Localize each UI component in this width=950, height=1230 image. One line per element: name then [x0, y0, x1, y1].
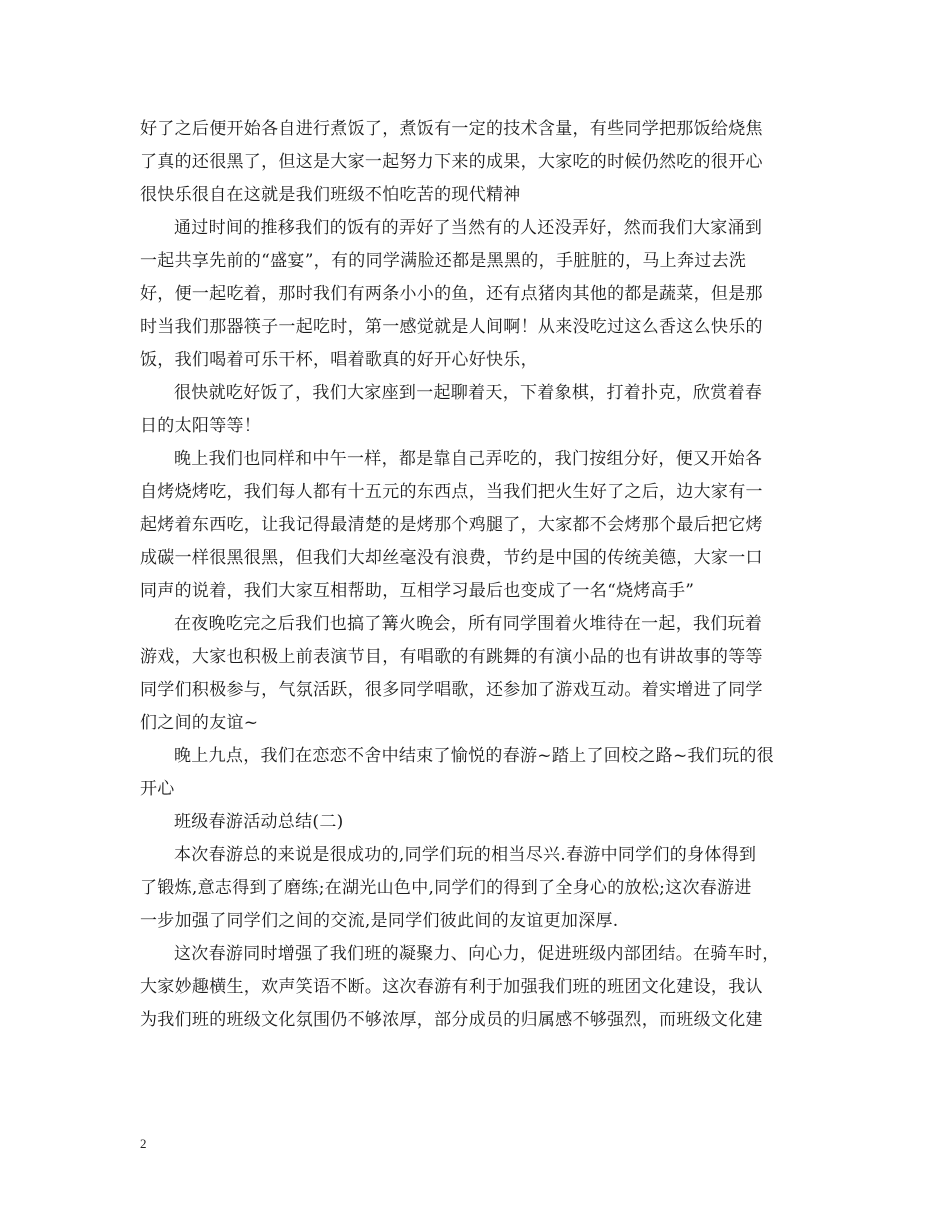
text-line: 通过时间的推移我们的饭有的弄好了当然有的人还没弄好，然而我们大家涌到 — [174, 218, 763, 238]
text-line: 在夜晚吃完之后我们也搞了篝火晚会，所有同学围着火堆待在一起，我们玩着 — [174, 614, 763, 634]
text-line: 日的太阳等等！ — [140, 416, 262, 436]
paragraph-8 — [140, 938, 820, 1037]
text-line: 游戏，大家也积极上前表演节目，有唱歌的有跳舞的有演小品的也有讲故事的等等 — [140, 647, 763, 667]
text-line: 成碳一样很黑很黑，但我们大却丝毫没有浪费，节约是中国的传统美德，大家一口 — [140, 548, 763, 568]
text-line: 同学们积极参与，气氛活跃，很多同学唱歌，还参加了游戏互动。着实增进了同学 — [140, 680, 763, 700]
text-line: 这次春游同时增强了我们班的凝聚力、向心力，促进班级内部团结。在骑车时， — [174, 944, 780, 964]
paragraph-3 — [140, 377, 820, 443]
paragraph-1 — [140, 113, 820, 212]
heading-text: 班级春游活动总结(二) — [174, 812, 344, 832]
text-line: 饭，我们喝着可乐干杯，唱着歌真的好开心好快乐， — [140, 350, 538, 370]
paragraph-5 — [140, 608, 820, 740]
text-line: 很快乐很自在这就是我们班级不怕吃苦的现代精神 — [140, 185, 521, 205]
section-heading — [140, 806, 820, 839]
paragraph-6 — [140, 740, 820, 806]
text-line: 为我们班的班级文化氛围仍不够浓厚，部分成员的归属感不够强烈，而班级文化建 — [140, 1010, 763, 1030]
text-line: 起烤着东西吃，让我记得最清楚的是烤那个鸡腿了，大家都不会烤那个最后把它烤 — [140, 515, 763, 535]
text-line: 了锻炼,意志得到了磨练;在湖光山色中,同学们的得到了全身心的放松;这次春游进 — [140, 878, 752, 898]
text-line: 好，便一起吃着，那时我们有两条小小的鱼，还有点猪肉其他的都是蔬菜，但是那 — [140, 284, 763, 304]
text-line: 同声的说着，我们大家互相帮助，互相学习最后也变成了一名“烧烤高手” — [140, 581, 695, 601]
paragraph-4 — [140, 443, 820, 608]
text-line: 了真的还很黑了，但这是大家一起努力下来的成果，大家吃的时候仍然吃的很开心 — [140, 152, 763, 172]
text-line: 们之间的友谊~ — [140, 713, 259, 733]
document-body — [140, 113, 820, 1037]
text-line: 大家妙趣横生，欢声笑语不断。这次春游有利于加强我们班的班团文化建设，我认 — [140, 977, 763, 997]
text-line: 晚上九点，我们在恋恋不舍中结束了愉悦的春游~踏上了回校之路~我们玩的很 — [174, 746, 774, 766]
text-line: 很快就吃好饭了，我们大家座到一起聊着天，下着象棋，打着扑克，欣赏着春 — [174, 383, 763, 403]
text-line: 本次春游总的来说是很成功的,同学们玩的相当尽兴.春游中同学们的身体得到 — [174, 845, 757, 865]
paragraph-7 — [140, 839, 820, 938]
text-line: 时当我们那器筷子一起吃时，第一感觉就是人间啊！从来没吃过这么香这么快乐的 — [140, 317, 763, 337]
page-number: 2 — [140, 1136, 147, 1151]
text-line: 好了之后便开始各自进行煮饭了，煮饭有一定的技术含量，有些同学把那饭给烧焦 — [140, 119, 763, 139]
text-line: 自烤烧烤吃，我们每人都有十五元的东西点，当我们把火生好了之后，边大家有一 — [140, 482, 763, 502]
text-line: 一起共享先前的“盛宴”，有的同学满脸还都是黑黑的，手脏脏的，马上奔过去洗 — [140, 251, 747, 271]
paragraph-2 — [140, 212, 820, 377]
text-line: 晚上我们也同样和中午一样，都是靠自己弄吃的，我门按组分好，便又开始各 — [174, 449, 763, 469]
text-line: 开心 — [140, 779, 175, 799]
text-line: 一步加强了同学们之间的交流,是同学们彼此间的友谊更加深厚. — [140, 911, 619, 931]
